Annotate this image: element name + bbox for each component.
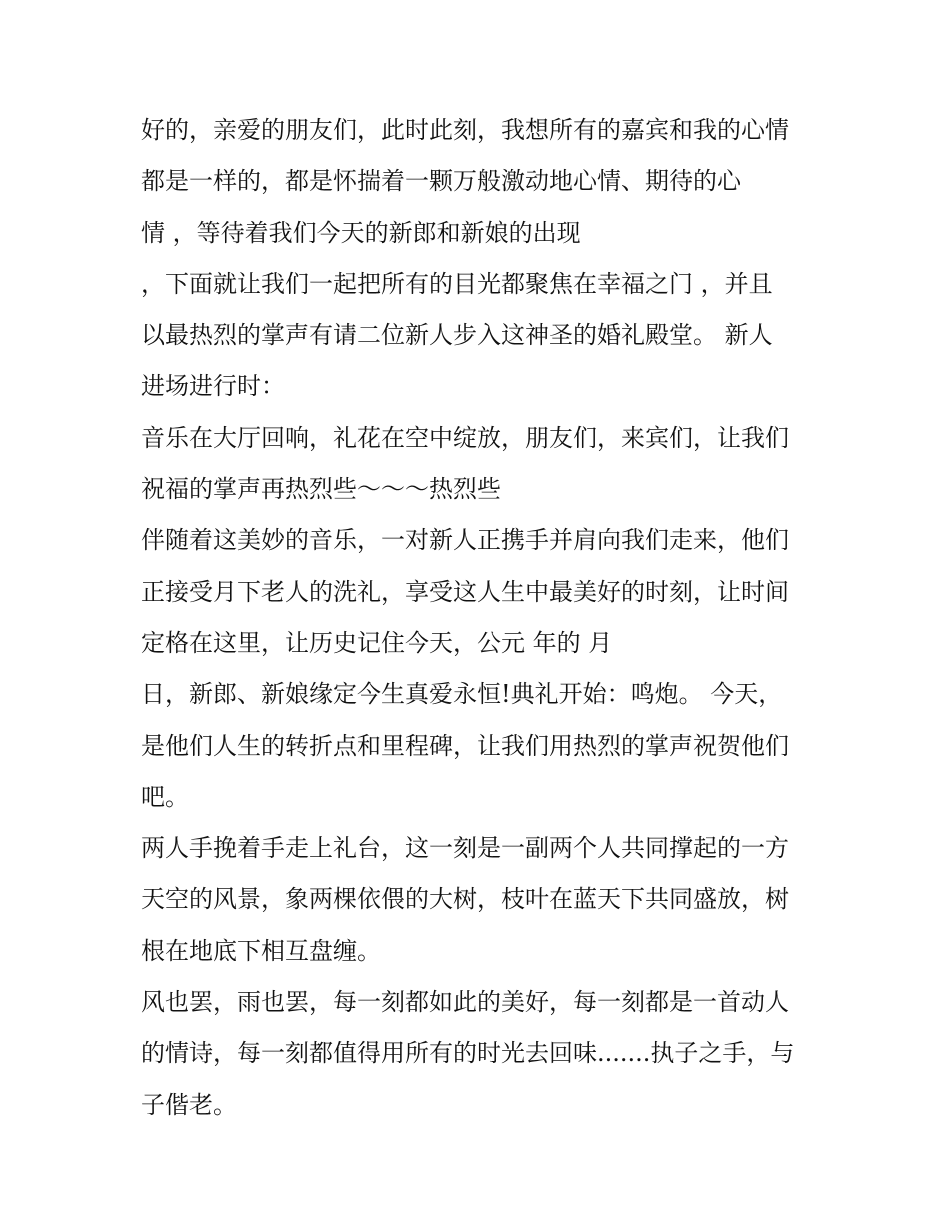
text-line: 天空的风景，象两棵依偎的大树，枝叶在蓝天下共同盛放，树 (141, 885, 789, 914)
text-line: 好的，亲爱的朋友们，此时此刻，我想所有的嘉宾和我的心情 (141, 116, 789, 144)
text-line: 情 ，等待着我们今天的新郎和新娘的出现 (141, 218, 581, 247)
text-line: 伴随着这美妙的音乐，一对新人正携手并肩向我们走来，他们 (141, 526, 789, 555)
text-line: 都是一样的，都是怀揣着一颗万般激动地心情、期待的心 (141, 167, 741, 196)
text-line: 日，新郎、新娘缘定今生真爱永恒!典礼开始：鸣炮。 今天， (141, 680, 783, 709)
text-line: 两人手挽着手走上礼台，这一刻是一副两个人共同撑起的一方 (141, 834, 789, 863)
text-line: 子偕老。 (141, 1090, 237, 1119)
text-line: 音乐在大厅回响，礼花在空中绽放，朋友们，来宾们，让我们 (141, 423, 789, 452)
text-line: 定格在这里，让历史记住今天，公元 年的 月 (141, 628, 613, 657)
text-line: 的情诗，每一刻都值得用所有的时光去回味.......执子之手，与 (141, 1039, 795, 1068)
text-line: 祝福的掌声再热烈些～～～热烈些 (141, 475, 501, 504)
text-line: 根在地底下相互盘缠。 (141, 936, 381, 965)
text-line: 吧。 (141, 782, 189, 811)
body-text (141, 105, 821, 1131)
text-line: ，下面就让我们一起把所有的目光都聚焦在幸福之门 ，并且 (141, 269, 773, 298)
text-line: 正接受月下老人的洗礼，享受这人生中最美好的时刻，让时间 (141, 577, 789, 606)
text-line: 风也罢，雨也罢，每一刻都如此的美好，每一刻都是一首动人 (141, 988, 789, 1017)
text-line: 以最热烈的掌声有请二位新人步入这神圣的婚礼殿堂。 新人 (141, 321, 773, 350)
text-line: 是他们人生的转折点和里程碑，让我们用热烈的掌声祝贺他们 (141, 731, 789, 760)
text-line: 进场进行时： (141, 372, 285, 401)
